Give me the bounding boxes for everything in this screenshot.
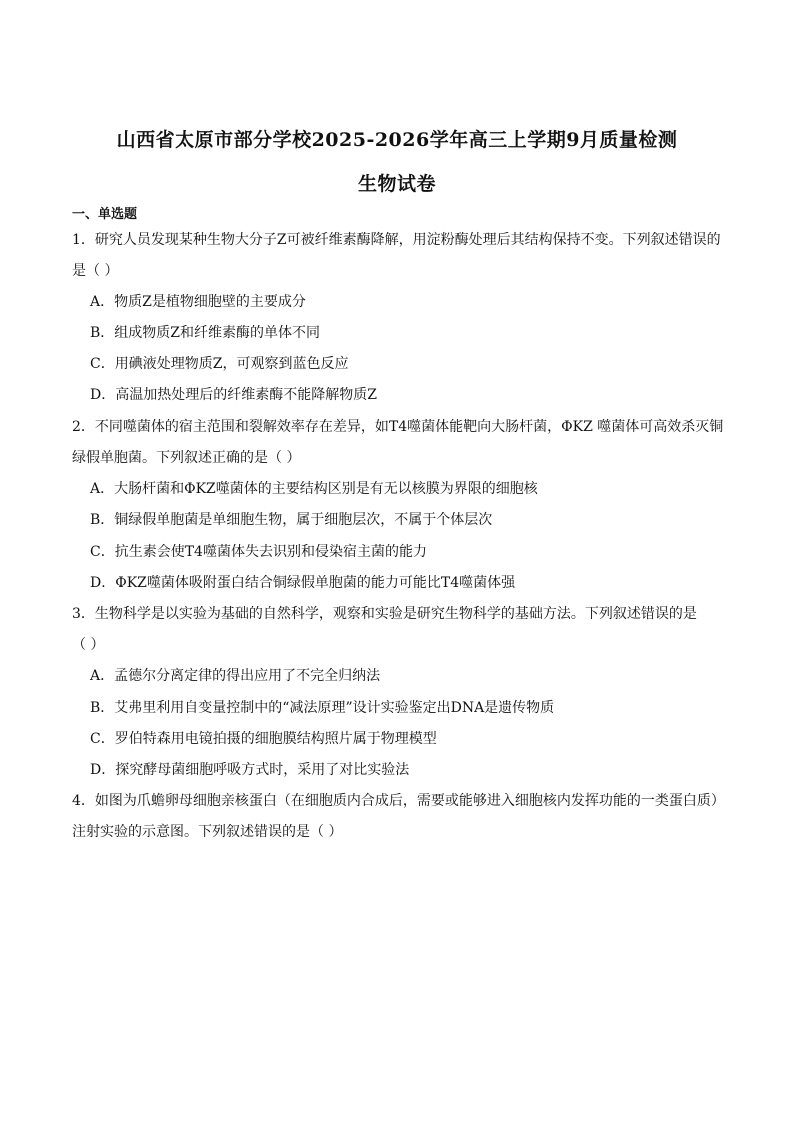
question-4-stem-line-1: 4．如图为爪蟾卵母细胞亲核蛋白（在细胞质内合成后，需要或能够进入细胞核内发挥功能的一类蛋白质） xyxy=(72,793,725,809)
question-3-stem-line-1: 3．生物科学是以实验为基础的自然科学，观察和实验是研究生物科学的基础方法。下列叙述错误的是 xyxy=(72,606,697,622)
question-1-option-b: B．组成物质Z和纤维素酶的单体不同 xyxy=(90,325,321,341)
question-2-option-b: B．铜绿假单胞菌是单细胞生物，属于细胞层次，不属于个体层次 xyxy=(90,512,493,528)
question-1-stem-line-2: 是（ ） xyxy=(72,263,119,279)
question-2-option-c: C．抗生素会使T4噬菌体失去识别和侵染宿主菌的能力 xyxy=(90,544,427,560)
question-3-stem-line-2: （ ） xyxy=(72,637,105,653)
question-2-stem-line-2: 绿假单胞菌。下列叙述正确的是（ ） xyxy=(72,450,301,466)
question-1-stem-line-1: 1．研究人员发现某种生物大分子Z可被纤维素酶降解，用淀粉酶处理后其结构保持不变。下列叙述错误的 xyxy=(72,232,721,248)
question-2-option-a: A．大肠杆菌和ΦKZ噬菌体的主要结构区别是有无以核膜为界限的细胞核 xyxy=(90,481,538,497)
question-1-option-c: C．用碘液处理物质Z，可观察到蓝色反应 xyxy=(90,356,349,372)
question-2-stem-line-1: 2．不同噬菌体的宿主范围和裂解效率存在差异，如T4噬菌体能靶向大肠杆菌，ΦKZ 噬菌体可高效杀灭铜 xyxy=(72,419,724,435)
question-4-stem-line-2: 注射实验的示意图。下列叙述错误的是（ ） xyxy=(72,824,343,840)
question-1-option-a: A．物质Z是植物细胞壁的主要成分 xyxy=(90,294,306,310)
exam-subtitle: 生物试卷 xyxy=(357,173,436,195)
section-heading: 一、单选题 xyxy=(72,207,138,222)
question-1-option-d: D．高温加热处理后的纤维素酶不能降解物质Z xyxy=(90,387,377,403)
exam-title: 山西省太原市部分学校2025-2026学年高三上学期9月质量检测 xyxy=(116,129,678,151)
question-3-option-a: A．孟德尔分离定律的得出应用了不完全归纳法 xyxy=(90,668,381,684)
question-3-option-c: C．罗伯特森用电镜拍摄的细胞膜结构照片属于物理模型 xyxy=(90,731,437,747)
question-3-option-b: B．艾弗里利用自变量控制中的“减法原理”设计实验鉴定出DNA是遗传物质 xyxy=(90,700,555,716)
question-3-option-d: D．探究酵母菌细胞呼吸方式时，采用了对比实验法 xyxy=(90,762,410,778)
question-2-option-d: D．ΦKZ噬菌体吸附蛋白结合铜绿假单胞菌的能力可能比T4噬菌体强 xyxy=(90,575,516,591)
